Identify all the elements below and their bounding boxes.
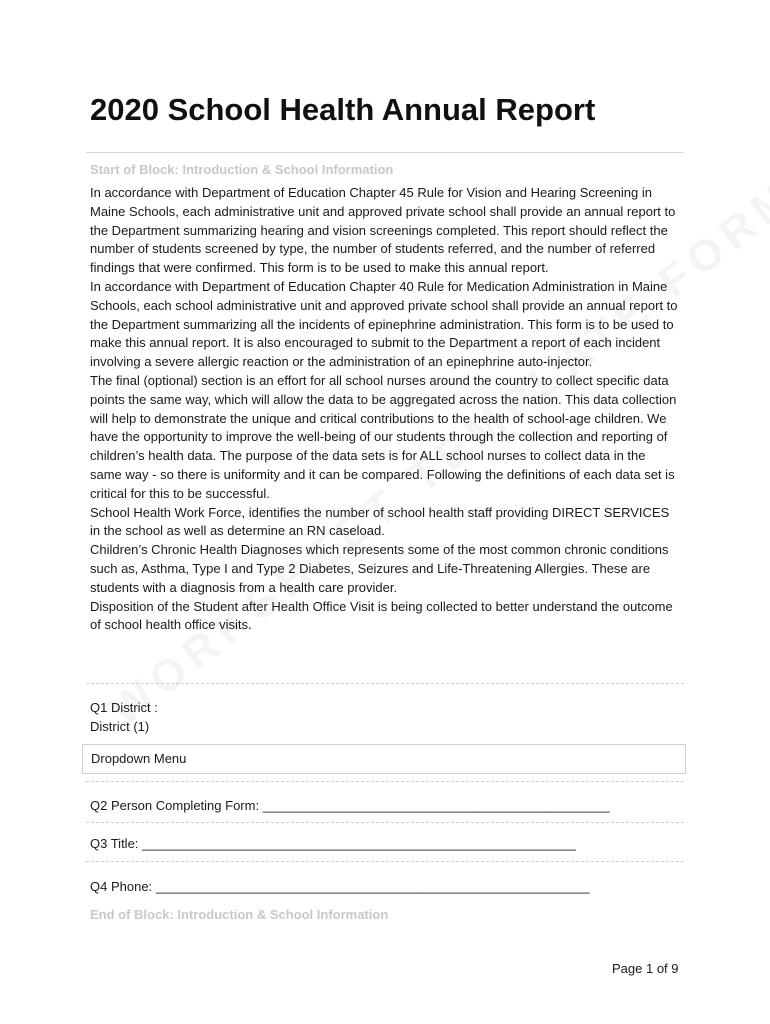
intro-text	[90, 184, 680, 635]
section-divider	[86, 822, 684, 823]
q3-title-field[interactable]: Q3 Title: ____________________________________________________________	[90, 836, 576, 851]
section-divider	[86, 781, 684, 782]
intro-paragraph-optional: The final (optional) section is an effort for all school nurses around the country to collect specific data points the same way, which will allow the data to be aggregated across the nation. This data collection will help to demonstrate the unique and critical contributions to the health of school-age children. We have the opportunity to improve the well-being of our students through the collection and reporting of children’s health data. The purpose of the data sets is for ALL school nurses to collect data in the same way - so there is uniformity and it can be compared. Following the definitions of each data set is critical for this to be successful.	[90, 372, 677, 501]
intro-paragraph-workforce: School Health Work Force, identifies the number of school health staff providing DIRECT SERVICES in the school as well as determine an RN caseload.	[90, 504, 670, 539]
q1-label: Q1 District :	[90, 700, 158, 715]
q1-sublabel: District (1)	[90, 719, 150, 734]
section-divider	[86, 683, 684, 684]
district-dropdown[interactable]: Dropdown Menu	[82, 744, 686, 774]
intro-paragraph-medication: In accordance with Department of Education Chapter 40 Rule for Medication Administration in Maine Schools, each school administrative unit and approved private school shall provide an annual report to the Department summarizing all the incidents of epinephrine administration. This form is to be used to make this annual report. It is also encouraged to submit to the Department a report of each incident involving a severe allergic reaction or the administration of an epinephrine auto-injector.	[90, 278, 678, 370]
page-title: 2020 School Health Annual Report	[90, 92, 596, 127]
block-end-label: End of Block: Introduction & School Information	[90, 907, 389, 922]
intro-paragraph-disposition: Disposition of the Student after Health Office Visit is being collected to better understand the outcome of school health office visits.	[90, 598, 673, 633]
q4-phone-field[interactable]: Q4 Phone: ____________________________________________________________	[90, 879, 590, 894]
page-number: Page 1 of 9	[612, 961, 679, 976]
title-divider	[86, 152, 684, 153]
intro-paragraph-chronic: Children’s Chronic Health Diagnoses which represents some of the most common chronic conditions such as, Asthma, Type I and Type 2 Diabetes, Seizures and Life-Threatening Allergies. These are students with a diagnosis from a health care provider.	[90, 542, 669, 595]
intro-paragraph-vision: In accordance with Department of Education Chapter 45 Rule for Vision and Hearing Screening in Maine Schools, each administrative unit and approved private school shall provide an annual report to the Department summarizing hearing and vision screenings completed. This report should reflect the number of students screened by type, the number of students referred, and the number of referred findings that were confirmed. This form is to be used to make this annual report.	[90, 185, 676, 276]
section-divider	[86, 861, 684, 862]
block-start-label: Start of Block: Introduction & School Information	[90, 162, 394, 177]
q2-person-field[interactable]: Q2 Person Completing Form: ________________________________________________	[90, 798, 610, 813]
